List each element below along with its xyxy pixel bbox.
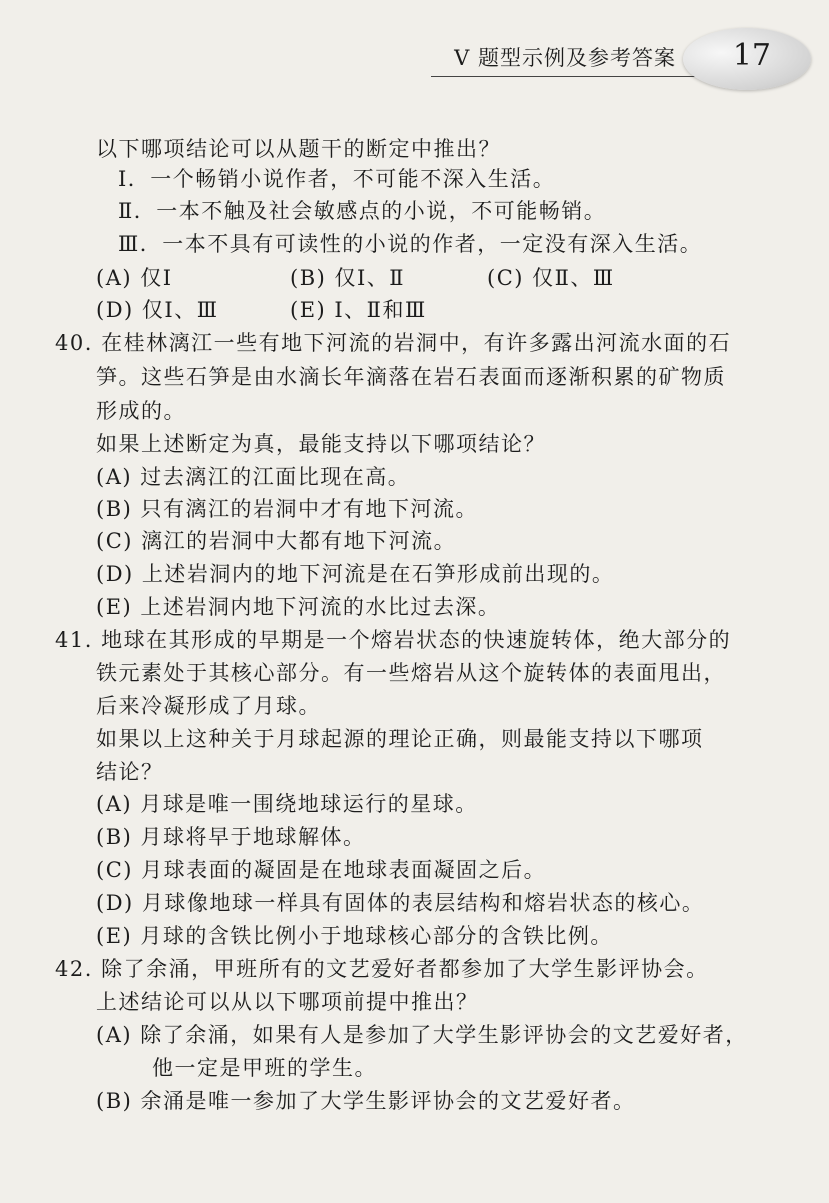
option-c: (C) 漓江的岩洞中大都有地下河流。 bbox=[96, 529, 457, 553]
option-c: (C) 仅Ⅱ、Ⅲ bbox=[487, 266, 615, 290]
option-b: (B) 月球将早于地球解体。 bbox=[96, 825, 366, 849]
page-header bbox=[431, 28, 811, 88]
question-prompt: 以下哪项结论可以从题干的断定中推出？ bbox=[96, 137, 501, 161]
question-40-text: 笋。这些石笋是由水滴长年滴落在岩石表面而逐渐积累的矿物质 bbox=[96, 365, 726, 389]
section-title: V 题型示例及参考答案 bbox=[454, 46, 676, 70]
question-42-prompt: 上述结论可以从以下哪项前提中推出？ bbox=[96, 990, 479, 1014]
option-a: (A) 月球是唯一围绕地球运行的星球。 bbox=[96, 792, 478, 816]
question-41-text: 41. 地球在其形成的早期是一个熔岩状态的快速旋转体，绝大部分的 bbox=[55, 628, 732, 652]
option-d: (D) 仅Ⅰ、Ⅲ bbox=[96, 298, 219, 322]
question-40-prompt: 如果上述断定为真，最能支持以下哪项结论？ bbox=[96, 432, 546, 456]
statement-1: Ⅰ．一个畅销小说作者，不可能不深入生活。 bbox=[118, 167, 556, 191]
question-41-prompt: 如果以上这种关于月球起源的理论正确，则最能支持以下哪项 bbox=[96, 727, 704, 751]
option-a-continued: 他一定是甲班的学生。 bbox=[152, 1056, 377, 1080]
option-a: (A) 仅Ⅰ bbox=[96, 266, 173, 290]
statement-3: Ⅲ．一本不具有可读性的小说的作者，一定没有深入生活。 bbox=[118, 232, 703, 256]
page-number: 17 bbox=[732, 38, 771, 73]
question-40-text: 形成的。 bbox=[96, 399, 186, 423]
option-b: (B) 余涌是唯一参加了大学生影评协会的文艺爱好者。 bbox=[96, 1089, 636, 1113]
option-e: (E) 月球的含铁比例小于地球核心部分的含铁比例。 bbox=[96, 924, 613, 948]
question-41-text: 铁元素处于其核心部分。有一些熔岩从这个旋转体的表面甩出， bbox=[96, 661, 726, 685]
question-41-text: 后来冷凝形成了月球。 bbox=[96, 694, 321, 718]
option-e: (E) 上述岩洞内地下河流的水比过去深。 bbox=[96, 595, 501, 619]
question-42-text: 42. 除了余涌，甲班所有的文艺爱好者都参加了大学生影评协会。 bbox=[55, 957, 709, 981]
question-41-prompt: 结论？ bbox=[96, 760, 164, 784]
header-rule bbox=[431, 76, 701, 77]
option-e: (E) Ⅰ、Ⅱ和Ⅲ bbox=[290, 298, 427, 322]
question-40-text: 40. 在桂林漓江一些有地下河流的岩洞中，有许多露出河流水面的石 bbox=[55, 331, 732, 355]
statement-2: Ⅱ．一本不触及社会敏感点的小说，不可能畅销。 bbox=[118, 199, 607, 223]
option-b: (B) 仅Ⅰ、Ⅱ bbox=[290, 266, 406, 290]
option-a: (A) 除了余涌，如果有人是参加了大学生影评协会的文艺爱好者， bbox=[96, 1023, 748, 1047]
option-a: (A) 过去漓江的江面比现在高。 bbox=[96, 465, 411, 489]
option-c: (C) 月球表面的凝固是在地球表面凝固之后。 bbox=[96, 858, 547, 882]
option-b: (B) 只有漓江的岩洞中才有地下河流。 bbox=[96, 497, 478, 521]
option-d: (D) 月球像地球一样具有固体的表层结构和熔岩状态的核心。 bbox=[96, 891, 705, 915]
option-d: (D) 上述岩洞内的地下河流是在石笋形成前出现的。 bbox=[96, 562, 615, 586]
